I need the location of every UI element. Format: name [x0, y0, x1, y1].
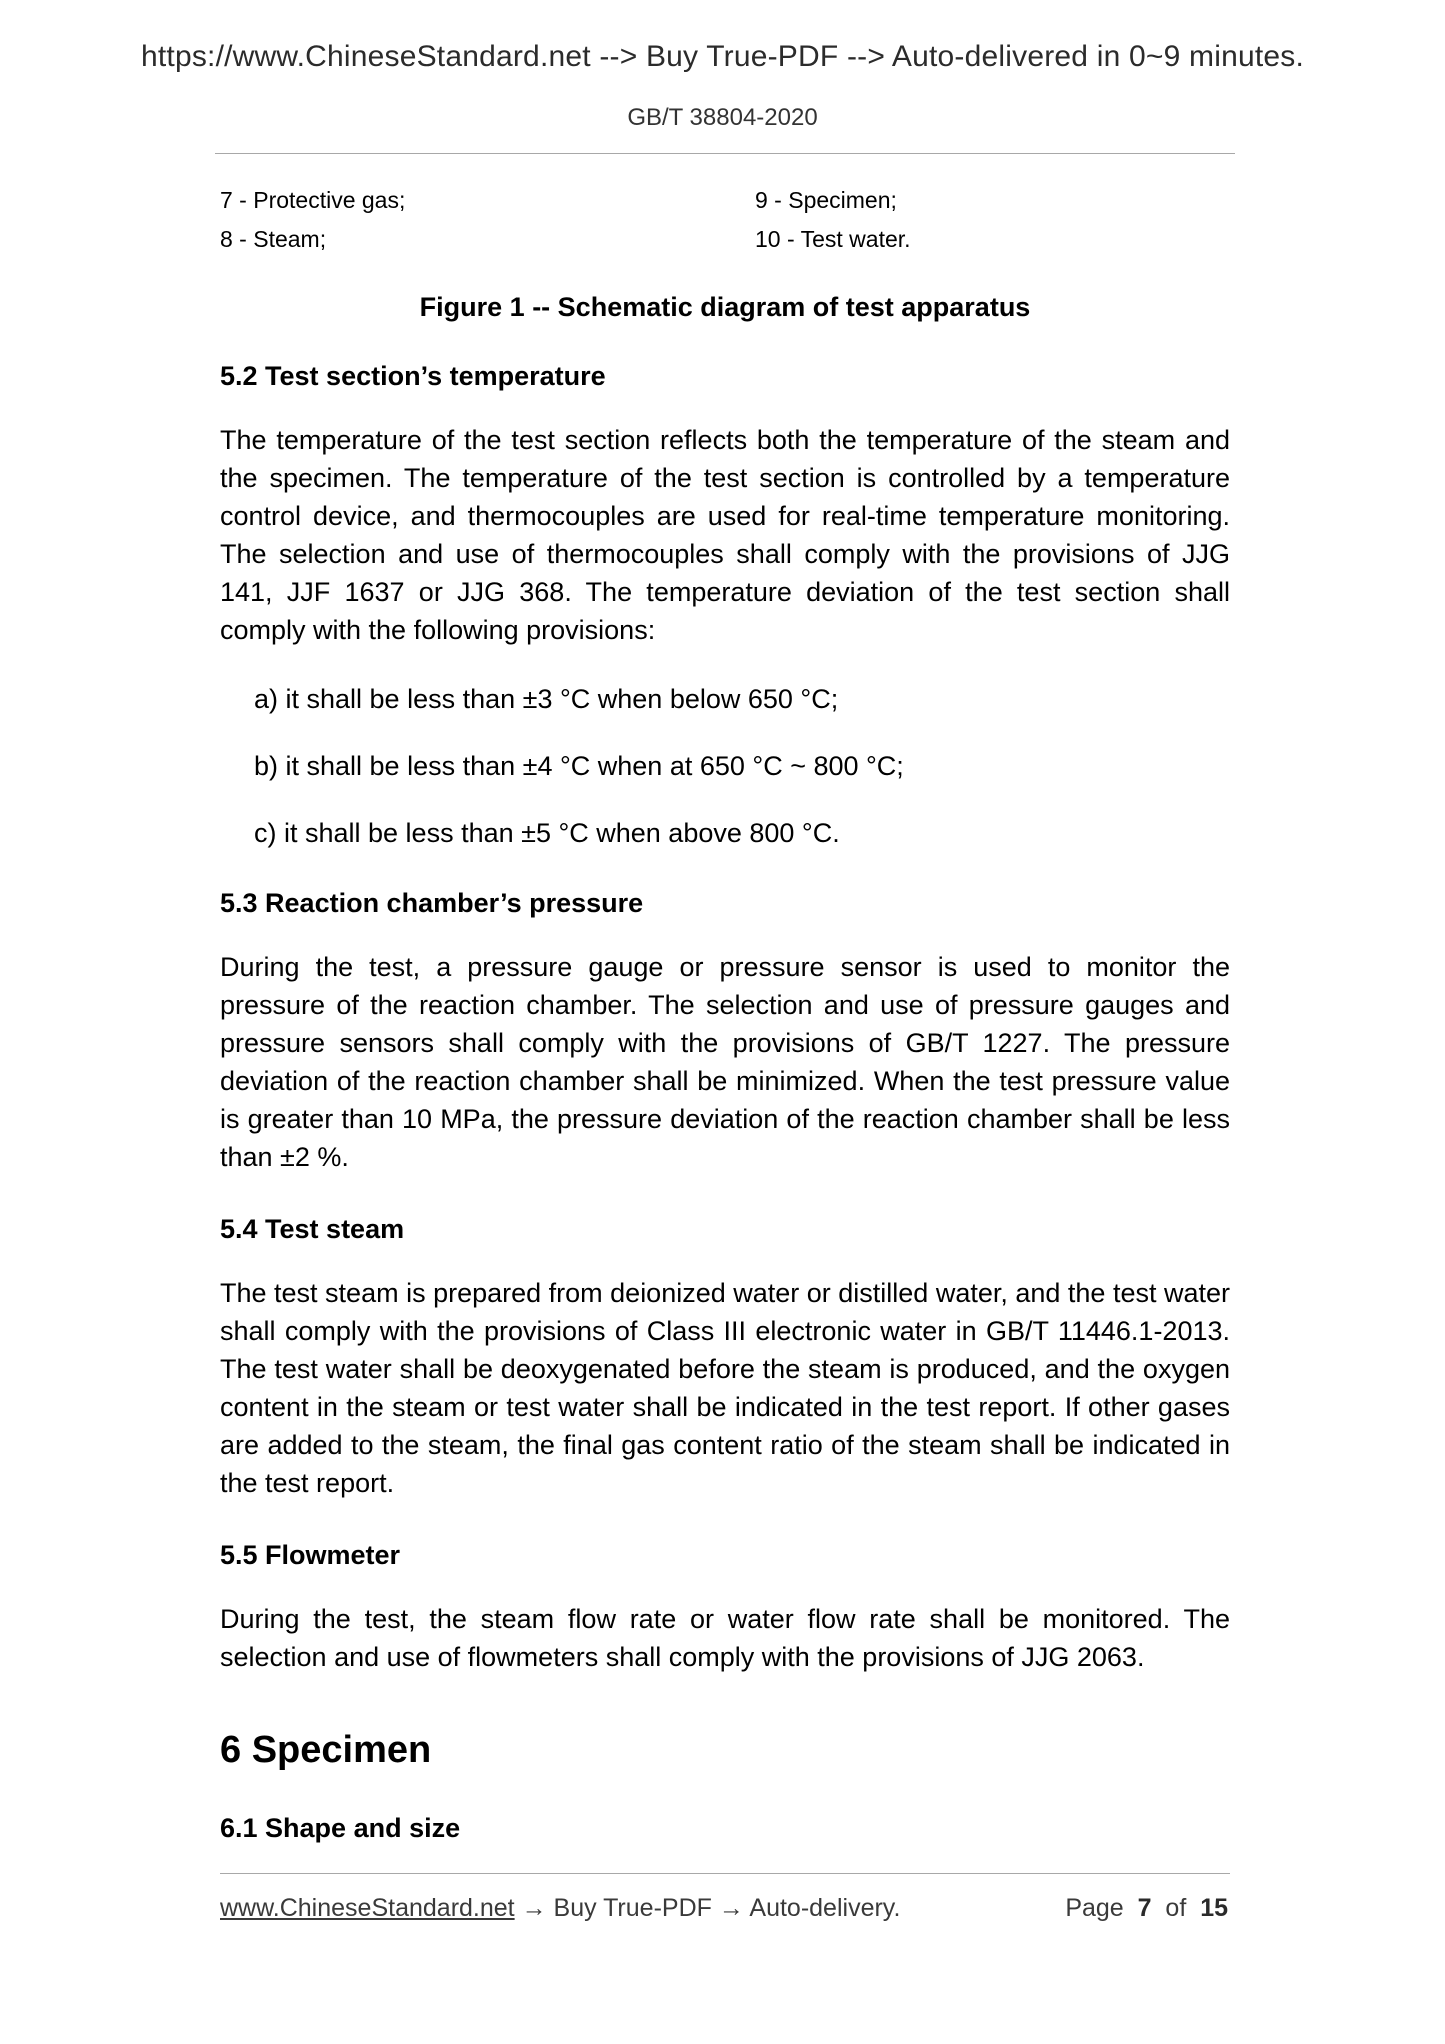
section-paragraph-5-4: The test steam is prepared from deionized water or distilled water, and the test water shall comply with the provisions of Class III electronic water in GB/T 11446.1-2013. The test water shall be deoxygenated before the steam is produced, and the oxygen content in the steam or test water shall be indicated in the test report. If other gases are added to the steam, the final gas content ratio of the steam shall be indicated in the test report. — [220, 1278, 1230, 1498]
section-heading-5-3: 5.3 Reaction chamber’s pressure — [220, 888, 644, 918]
legend-item: 9 - Specimen; — [755, 187, 897, 213]
site-link[interactable]: www.ChineseStandard.net — [220, 1894, 515, 1922]
page-total: 15 — [1200, 1894, 1228, 1922]
list-item: a) it shall be less than ±3 °C when below 650 °C; — [254, 684, 839, 714]
legend-item: 7 - Protective gas; — [220, 187, 406, 213]
page-content — [220, 186, 1230, 1844]
section-heading-5-5: 5.5 Flowmeter — [220, 1540, 401, 1570]
page-number: 7 — [1137, 1894, 1152, 1922]
page-indicator — [1065, 1892, 1228, 1924]
page-word: Page — [1065, 1894, 1124, 1922]
of-word: of — [1165, 1894, 1187, 1922]
figure-caption: Figure 1 -- Schematic diagram of test apparatus — [419, 292, 1031, 322]
standard-number-header: GB/T 38804-2020 — [627, 104, 818, 131]
section-paragraph-5-5: During the test, the steam flow rate or water flow rate shall be monitored. The selection and use of flowmeters shall comply with the provisions of JJG 2063. — [220, 1604, 1230, 1672]
section-heading-5-4: 5.4 Test steam — [220, 1214, 405, 1244]
legend-item: 10 - Test water. — [755, 226, 911, 252]
footer-promo: → Buy True-PDF → Auto-delivery. — [514, 1894, 901, 1922]
list-item: b) it shall be less than ±4 °C when at 650 °C ~ 800 °C; — [254, 751, 904, 781]
figure-legend — [220, 186, 1230, 254]
section-heading-5-2: 5.2 Test section’s temperature — [220, 361, 606, 391]
footer-divider — [220, 1873, 1230, 1874]
page-footer — [220, 1892, 1230, 1924]
section-paragraph-5-2: The temperature of the test section reflects both the temperature of the steam and the specimen. The temperature of the test section is controlled by a temperature control device, and thermocouples are used for real-time temperature monitoring. The selection and use of thermocouples shall comply with the provisions of JJG 141, JJF 1637 or JJG 368. The temperature deviation of the test section shall comply with the following provisions: — [220, 425, 1230, 645]
section-heading-6-1: 6.1 Shape and size — [220, 1813, 461, 1843]
deviation-list — [220, 682, 1230, 850]
top-banner: https://www.ChineseStandard.net --> Buy True-PDF --> Auto-delivered in 0~9 minutes. — [141, 40, 1304, 73]
list-item: c) it shall be less than ±5 °C when above 800 °C. — [254, 818, 840, 848]
chapter-heading-6: 6 Specimen — [220, 1729, 432, 1771]
legend-item: 8 - Steam; — [220, 226, 327, 252]
header-divider — [215, 153, 1235, 154]
section-paragraph-5-3: During the test, a pressure gauge or pressure sensor is used to monitor the pressure of the reaction chamber. The selection and use of pressure gauges and pressure sensors shall comply with the provisions of GB/T 1227. The pressure deviation of the reaction chamber shall be minimized. When the test pressure value is greater than 10 MPa, the pressure deviation of the reaction chamber shall be less than ±2 %. — [220, 952, 1230, 1172]
